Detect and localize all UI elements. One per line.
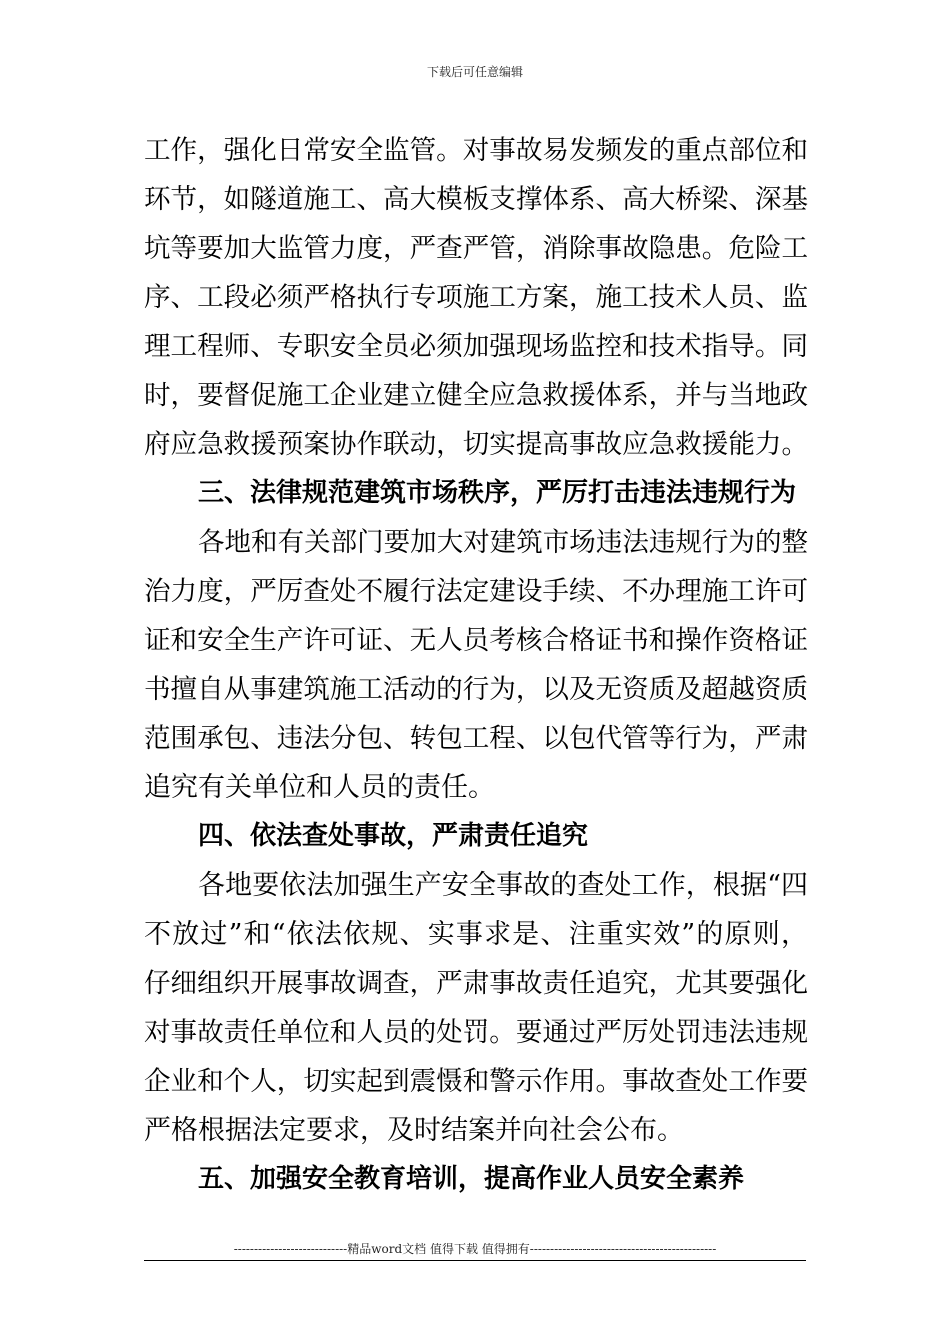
paragraph-line: 坑等要加大监管力度，严查严管，消除事故隐患。危险工 bbox=[144, 233, 808, 264]
paragraph-line: 各地和有关部门要加大对建筑市场违法违规行为的整 bbox=[198, 527, 808, 558]
page-footer: ----------------------------精品word文档 值得下载 值得拥有---------------------------------------------- bbox=[233, 1242, 717, 1256]
footer-rule bbox=[144, 1260, 806, 1261]
paragraph-line: 追究有关单位和人员的责任。 bbox=[144, 772, 495, 803]
document-body bbox=[144, 126, 808, 1204]
paragraph-line: 环节，如隧道施工、高大模板支撑体系、高大桥梁、深基 bbox=[144, 184, 808, 215]
paragraph-line: 对事故责任单位和人员的处罚。要通过严厉处罚违法违规 bbox=[144, 1017, 808, 1048]
paragraph-line: 仔细组织开展事故调查，严肃事故责任追究，尤其要强化 bbox=[144, 968, 808, 999]
paragraph-line: 书擅自从事建筑施工活动的行为，以及无资质及超越资质 bbox=[144, 674, 808, 705]
section-heading: 五、加强安全教育培训，提高作业人员安全素养 bbox=[198, 1164, 745, 1194]
paragraph-line: 府应急救援预案协作联动，切实提高事故应急救援能力。 bbox=[144, 429, 808, 460]
paragraph-line: 治力度，严厉查处不履行法定建设手续、不办理施工许可 bbox=[144, 576, 808, 607]
section-heading: 四、依法查处事故，严肃责任追究 bbox=[198, 821, 589, 851]
paragraph-line: 工作，强化日常安全监管。对事故易发频发的重点部位和 bbox=[144, 135, 808, 166]
paragraph-line: 序、工段必须严格执行专项施工方案，施工技术人员、监 bbox=[144, 282, 808, 313]
paragraph-line: 不放过”和“依法依规、实事求是、注重实效”的原则， bbox=[144, 919, 808, 950]
paragraph-line: 严格根据法定要求，及时结案并向社会公布。 bbox=[144, 1115, 684, 1146]
paragraph-line: 企业和个人，切实起到震慑和警示作用。事故查处工作要 bbox=[144, 1066, 808, 1097]
paragraph-line: 时，要督促施工企业建立健全应急救援体系，并与当地政 bbox=[144, 380, 808, 411]
page-header: 下载后可任意编辑 bbox=[426, 65, 523, 79]
section-heading: 三、法律规范建筑市场秩序，严厉打击违法违规行为 bbox=[198, 478, 797, 508]
paragraph-line: 证和安全生产许可证、无人员考核合格证书和操作资格证 bbox=[144, 625, 808, 656]
paragraph-line: 各地要依法加强生产安全事故的查处工作，根据“四 bbox=[198, 870, 808, 901]
paragraph-line: 范围承包、违法分包、转包工程、以包代管等行为，严肃 bbox=[144, 723, 808, 754]
paragraph-line: 理工程师、专职安全员必须加强现场监控和技术指导。同 bbox=[144, 331, 808, 362]
